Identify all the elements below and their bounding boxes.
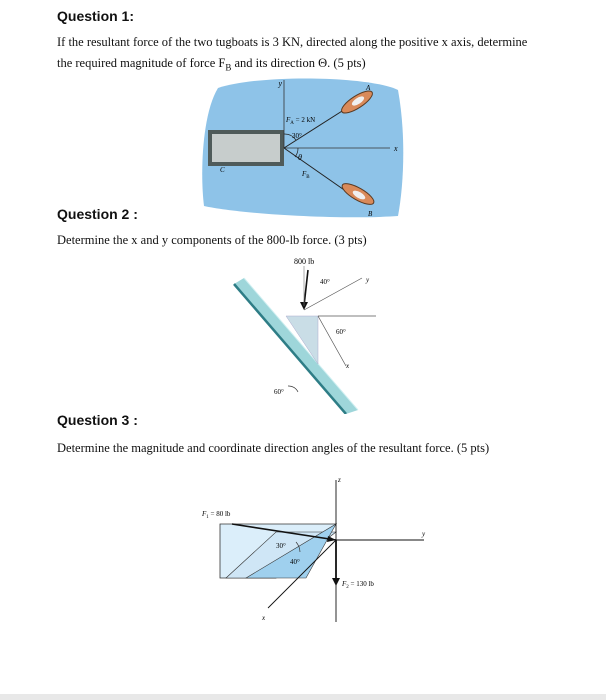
q2-x-label: x <box>346 362 350 370</box>
q3-angle-30: 30° <box>276 542 286 550</box>
q1-figure <box>200 74 410 222</box>
q1-x-label: x <box>394 144 398 153</box>
q2-angle-40: 40° <box>320 278 330 286</box>
q1-point-b: B <box>368 210 373 218</box>
q2-force-label: 800 lb <box>294 257 315 266</box>
q1-fa-label: $F_A = 2$ kN <box>286 116 316 126</box>
q1-heading: Question 1: <box>57 8 135 24</box>
q1-angle-30: 30° <box>292 132 302 140</box>
q1-point-a: A <box>366 84 371 92</box>
q1-text-line1: If the resultant force of the two tugboats is 3 KN, directed along the positive x axis, determine <box>57 35 528 49</box>
q2-y-label: y <box>366 276 370 284</box>
q3-f1-label: $F_1 = 80$ lb <box>202 510 231 520</box>
bottom-bar <box>0 694 606 700</box>
q1-pier-inner <box>212 134 280 162</box>
q1-y-label: y <box>278 79 282 88</box>
q1-line2-sub: B <box>225 62 232 73</box>
q2-angle-60b: 60° <box>274 388 284 396</box>
q3-z-label: z <box>338 476 341 484</box>
q3-f2-label: $F_2 = 130$ lb <box>342 580 374 590</box>
q3-y-label: y <box>422 530 426 538</box>
q1-point-c: C <box>220 166 225 174</box>
q2-figure <box>226 254 386 414</box>
q3-angle-40: 40° <box>290 558 300 566</box>
q2-incline <box>234 278 358 414</box>
q3-text: Determine the magnitude and coordinate direction angles of the resultant force. (5 pts) <box>57 441 490 455</box>
q2-heading: Question 2 : <box>57 206 138 222</box>
q3-figure <box>196 474 446 624</box>
q1-fb-label: $F_B$ <box>302 170 310 180</box>
q2-angle-60a: 60° <box>336 328 346 336</box>
q2-text: Determine the x and y components of the 800-lb force. (3 pts) <box>57 233 367 247</box>
q3-x-label: x <box>262 614 266 622</box>
q1-theta: θ <box>298 153 302 162</box>
q1-line2-end: and its direction Θ. (5 pts) <box>231 56 366 70</box>
q1-line2-start: the required magnitude of force F <box>57 56 226 70</box>
q3-heading: Question 3 : <box>57 412 138 428</box>
